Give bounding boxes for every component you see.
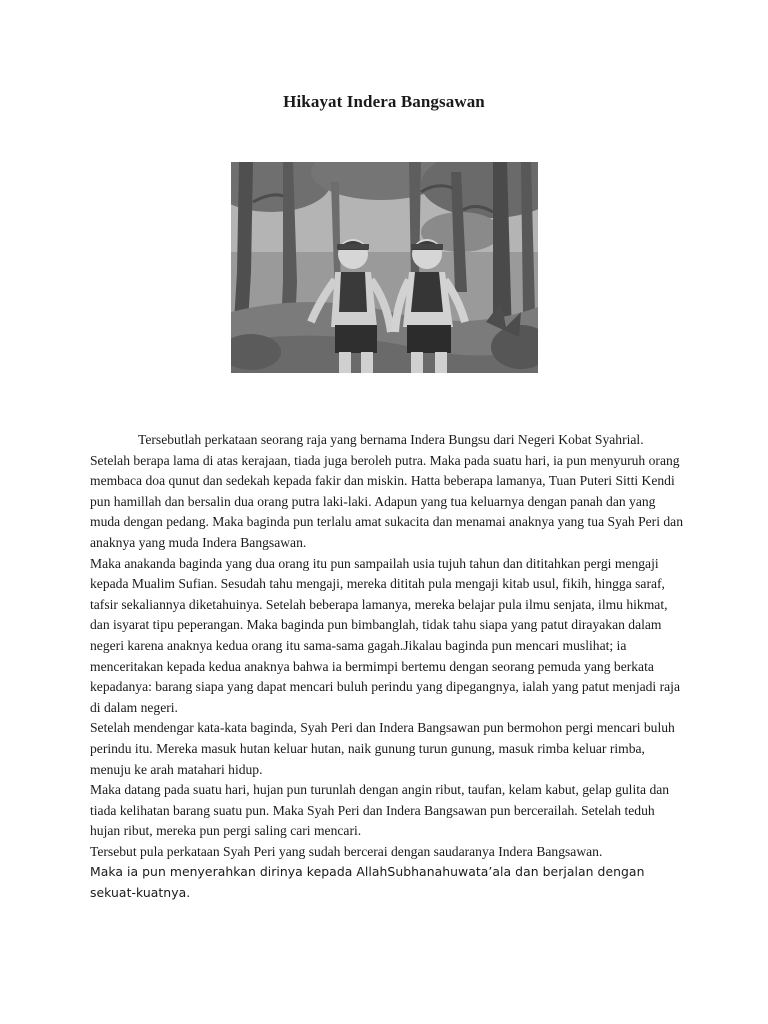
- paragraph: Tersebutlah perkataan seorang raja yang bernama Indera Bungsu dari Negeri Kobat Syahrial. Setelah berapa lama di atas kerajaan, tiada juga beroleh putra. Maka pada suatu hari, ia pun menyuruh orang membaca doa qunut dan sedekah kepada fakir dan miskin. Hatta beberapa lamanya, Tuan Puteri Sitti Kendi pun hamillah dan bersalin dua orang putra laki-laki. Adapun yang tua keluarnya dengan panah dan yang muda dengan pedang. Maka baginda pun terlalu amat sukacita dan menamai anaknya yang tua Syah Peri dan anaknya yang muda Indera Bangsawan.: [90, 432, 684, 550]
- story-illustration: [231, 162, 538, 373]
- paragraph: Maka datang pada suatu hari, hujan pun turunlah dengan angin ribut, taufan, kelam kabut, gelap gulita dan tiada kelihatan barang suatu pun. Maka Syah Peri dan Indera Bangsawan pun bercerailah. Setelah teduh hujan ribut, mereka pun pergi saling cari mencari.: [90, 782, 670, 839]
- story-body: [90, 430, 686, 904]
- paragraph: Tersebut pula perkataan Syah Peri yang sudah bercerai dengan saudaranya Indera Bangsawan.: [90, 843, 603, 859]
- forest-scene-image: [231, 162, 538, 373]
- paragraph: Maka anakanda baginda yang dua orang itu pun sampailah usia tujuh tahun dan dititahkan pergi mengaji kepada Mualim Sufian. Sesudah tahu mengaji, mereka dititah pula mengaji kitab usul, fikih, hingga saraf, tafsir sekaliannya diketahuinya. Setelah beberapa lamanya, mereka belajar pula ilmu senjata, ilmu hikmat, dan isyarat tipu peperangan. Maka baginda pun bimbanglah, tidak tahu siapa yang patut dirayakan dalam negeri karena anaknya kedua orang itu sama-sama gagah.Jikalau baginda pun mencari muslihat; ia menceritakan kepada kedua anaknya bahwa ia bermimpi bertemu dengan seorang pemuda yang berkata kepadanya: barang siapa yang dapat mencari buluh perindu yang dipegangnya, ialah yang patut menjadi raja di dalam negeri.: [90, 555, 680, 715]
- document-title: Hikayat Indera Bangsawan: [283, 92, 485, 111]
- closing-paragraph: Maka ia pun menyerahkan dirinya kepada AllahSubhanahuwata’ala dan berjalan dengan sekuat-kuatnya.: [90, 864, 645, 901]
- paragraph: Setelah mendengar kata-kata baginda, Syah Peri dan Indera Bangsawan pun bermohon pergi mencari buluh perindu itu. Mereka masuk hutan keluar hutan, naik gunung turun gunung, masuk rimba keluar rimba, menuju ke arah matahari hidup.: [90, 720, 675, 777]
